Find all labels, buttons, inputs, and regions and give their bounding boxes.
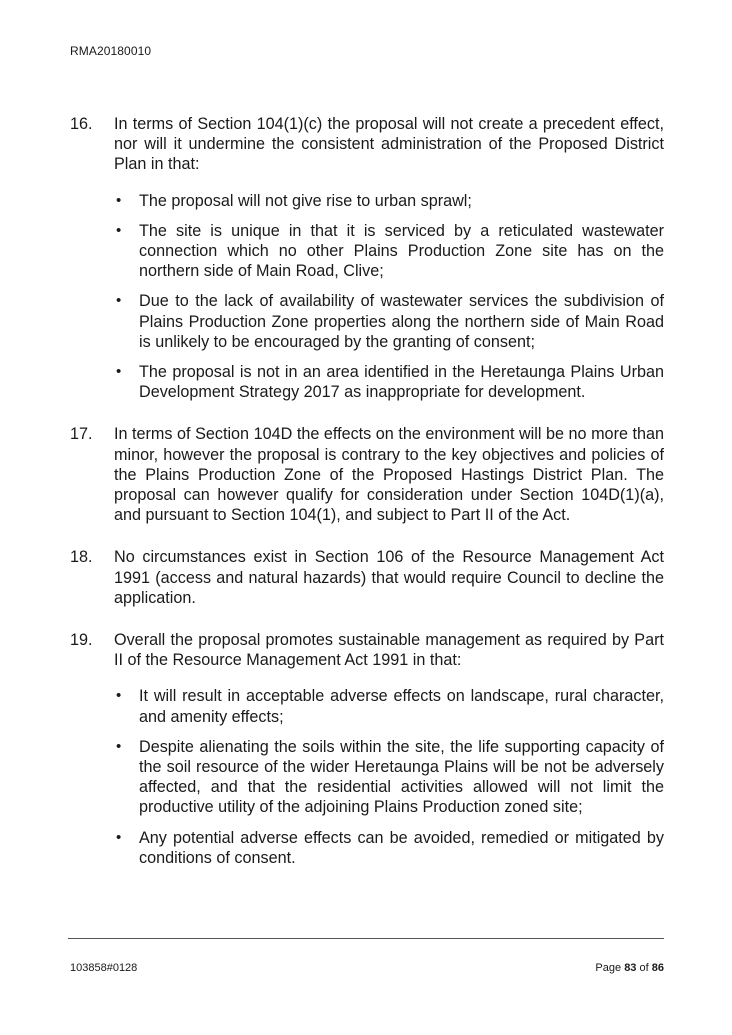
list-item-text: Due to the lack of availability of wastewater services the subdivision of Plains Production Zone properties along the northern side of Main Road is unlikely to be encouraged by the granting of consent; (139, 292, 664, 351)
paragraph-text: Overall the proposal promotes sustainable management as required by Part II of the Resource Management Act 1991 in that: (114, 631, 664, 670)
list-item (114, 191, 664, 211)
bullet-icon: • (116, 363, 122, 381)
paragraph-17 (70, 424, 664, 525)
bullet-list (114, 686, 664, 868)
paragraph-text: No circumstances exist in Section 106 of the Resource Management Act 1991 (access and natural hazards) that would require Council to decline the application. (114, 548, 664, 607)
bullet-icon: • (116, 221, 122, 239)
list-item-text: The proposal will not give rise to urban sprawl; (139, 191, 472, 210)
list-item (114, 686, 664, 726)
paragraph-number: 18. (70, 548, 93, 567)
paragraph-number: 19. (70, 631, 93, 650)
list-item (114, 737, 664, 818)
document-reference: RMA20180010 (70, 44, 152, 58)
bullet-icon: • (116, 191, 122, 209)
list-item (114, 362, 664, 402)
paragraph-text: In terms of Section 104D the effects on the environment will be no more than minor, however the proposal is contrary to the key objectives and policies of the Plains Production Zone of the Proposed Hastings District Plan. The proposal can however qualify for consideration under Section 104D(1)(a), and pursuant to Section 104(1), and subject to Part II of the Act. (114, 425, 664, 525)
list-item-text: Any potential adverse effects can be avoided, remedied or mitigated by conditions of consent. (139, 828, 664, 867)
bullet-icon: • (116, 828, 122, 846)
paragraph-16 (70, 114, 664, 175)
list-item (114, 828, 664, 868)
list-item (114, 291, 664, 352)
document-body (70, 114, 664, 868)
bullet-icon: • (116, 292, 122, 310)
page-total: 86 (651, 962, 664, 974)
footer-document-id: 103858#0128 (70, 962, 138, 974)
page-of-label: of (639, 962, 649, 974)
paragraph-text: In terms of Section 104(1)(c) the proposal will not create a precedent effect, nor will it undermine the consistent administration of the Proposed District Plan in that: (114, 115, 664, 174)
list-item-text: The proposal is not in an area identified in the Heretaunga Plains Urban Development Strategy 2017 as inappropriate for development. (139, 363, 664, 402)
page-label: Page (595, 962, 622, 974)
list-item-text: Despite alienating the soils within the site, the life supporting capacity of the soil resource of the wider Heretaunga Plains will be not be adversely affected, and that the residential activities allowed will not limit the productive utility of the adjoining Plains Production zoned site; (139, 737, 664, 817)
bullet-icon: • (116, 687, 122, 705)
list-item-text: It will result in acceptable adverse effects on landscape, rural character, and amenity effects; (139, 687, 664, 726)
page-current: 83 (624, 962, 637, 974)
paragraph-number: 17. (70, 425, 93, 444)
paragraph-number: 16. (70, 115, 93, 133)
bullet-icon: • (116, 737, 122, 755)
paragraph-18 (70, 547, 664, 608)
page-number (595, 962, 664, 974)
footer-divider (68, 938, 664, 939)
paragraph-19 (70, 630, 664, 670)
list-item (114, 221, 664, 282)
bullet-list (114, 191, 664, 403)
list-item-text: The site is unique in that it is serviced by a reticulated wastewater connection which no other Plains Production Zone site has on the northern side of Main Road, Clive; (139, 221, 664, 281)
